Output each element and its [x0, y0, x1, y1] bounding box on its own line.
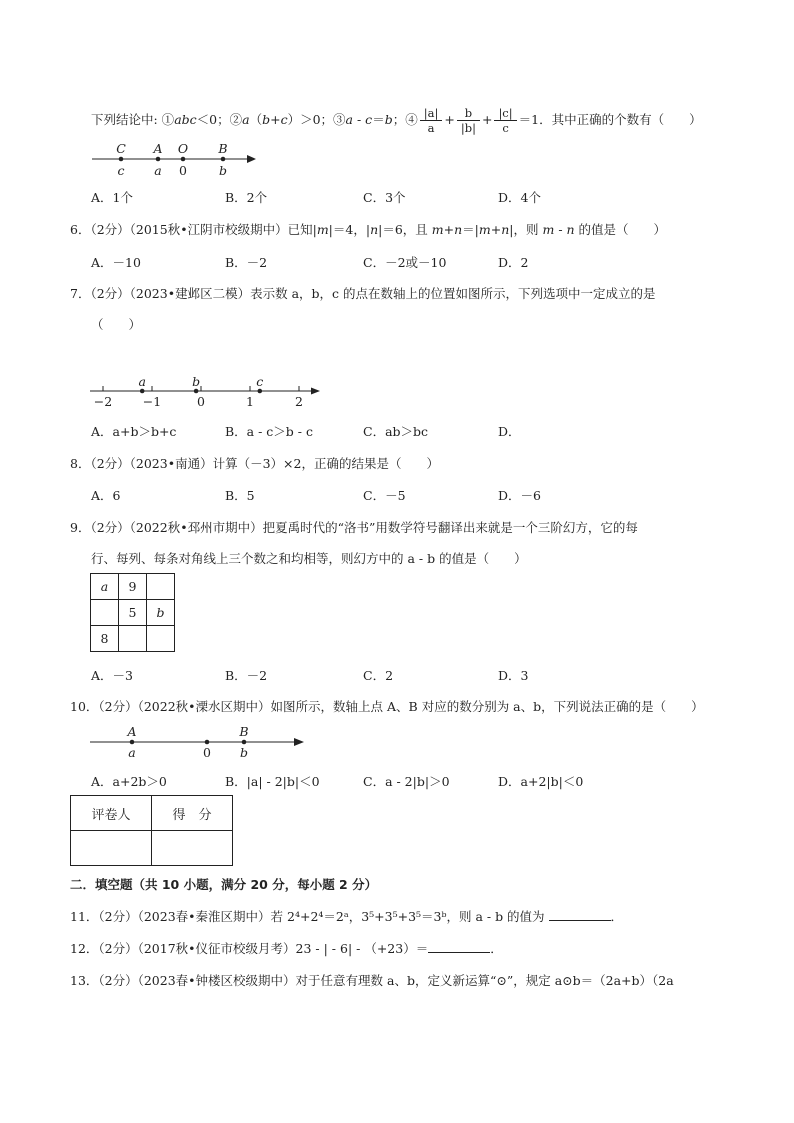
score-header: 得 分	[152, 796, 233, 831]
axis-arrow	[294, 738, 304, 746]
point-o	[181, 157, 186, 162]
score-table	[70, 795, 233, 866]
axis-arrow	[247, 155, 256, 163]
q10-option-b: B．|a| - 2|b|＜0	[225, 774, 320, 789]
label-upper-o: O	[177, 141, 189, 156]
label-lower-b: b	[239, 745, 249, 760]
fraction-abs-a-over-a: $\frac{|a|}{a}$	[420, 106, 443, 135]
tick-label: −1	[142, 394, 162, 409]
answer-blank	[549, 920, 611, 921]
point-a	[156, 157, 161, 162]
q5-number-line	[90, 140, 260, 180]
q9-stem-line1: 9．（2分）（2022秋•邳州市期中）把夏禹时代的“洛书”用数学符号翻译出来就是一个三阶幻方，它的每	[70, 520, 638, 535]
q12-stem: 12．（2分）（2017秋•仪征市校级月考）23 - | - 6| - （+23）＝ ．	[70, 941, 503, 956]
q10-option-c: C．a - 2|b|＞0	[363, 774, 450, 789]
label-lower-c: c	[117, 163, 125, 178]
grader-cell	[71, 831, 152, 866]
score-cell	[152, 831, 233, 866]
q7-option-c: C．ab＞bc	[363, 424, 429, 439]
point-a	[140, 389, 145, 394]
point-c	[119, 157, 124, 162]
label-lower-b: b	[218, 163, 228, 178]
q7-stem-line1: 7．（2分）（2023•建邺区二模）表示数 a，b，c 的点在数轴上的位置如图所示，下列选项中一定成立的是	[70, 286, 656, 301]
label-upper-b: B	[218, 141, 228, 156]
magic-square-row	[91, 574, 175, 600]
fraction-abs-c-over-c: $\frac{|c|}{c}$	[494, 106, 516, 135]
axis-arrow	[311, 388, 320, 395]
point-b	[194, 389, 199, 394]
point-label-c: c	[256, 374, 264, 389]
magic-square-cell: 9	[119, 574, 147, 600]
magic-square-cell: 8	[91, 626, 119, 652]
q9-option-d: D．3	[498, 668, 529, 683]
tick-label: 1	[246, 394, 254, 409]
tick-label: 0	[197, 394, 205, 409]
magic-square-cell	[147, 574, 175, 600]
score-table-header	[71, 796, 233, 831]
q8-option-b: B．5	[225, 488, 255, 503]
score-table-blank-row	[71, 831, 233, 866]
q8-option-d: D．－6	[498, 488, 541, 503]
q10-option-d: D．a+2|b|＜0	[498, 774, 584, 789]
magic-square	[90, 573, 175, 652]
section-heading: 二．填空题（共 10 小题，满分 20 分，每小题 2 分）	[70, 877, 378, 892]
magic-square-cell	[91, 600, 119, 626]
label-upper-a: A	[127, 724, 137, 739]
q5-option-d: D．4个	[498, 190, 541, 205]
q8-option-c: C．－5	[363, 488, 406, 503]
q7-option-d: D．	[498, 424, 521, 439]
label-lower-a: a	[154, 163, 162, 178]
label-lower-zero: 0	[179, 163, 187, 178]
q6-option-b: B．－2	[225, 255, 268, 270]
q6-option-d: D．2	[498, 255, 529, 270]
grader-header: 评卷人	[71, 796, 152, 831]
point-label-b: b	[192, 374, 201, 389]
q5-option-c: C．3个	[363, 190, 406, 205]
q5-stem: 下列结论中: ①abc＜0；②a（b+c）＞0；③a - c＝b；④ $\frac{|a|}{a}$ + $\frac{b}{|b|}$ + $\frac{|c|}{c}$ ＝1．其中正确的个数有（ ）	[91, 106, 702, 135]
q9-option-a: A．－3	[91, 668, 133, 683]
answer-blank	[428, 952, 490, 953]
magic-square-cell: a	[91, 574, 119, 600]
q6-stem: 6．（2分）（2015秋•江阴市校级期中）已知|m|＝4，|n|＝6，且 m+n＝|m+n|，则 m - n 的值是（ ）	[70, 222, 667, 237]
q5-option-a: A．1个	[91, 190, 133, 205]
q9-option-b: B．－2	[225, 668, 268, 683]
q5-option-b: B．2个	[225, 190, 268, 205]
magic-square-cell: 5	[119, 600, 147, 626]
q9-stem-line2: 行、每列、每条对角线上三个数之和均相等，则幻方中的 a - b 的值是（ ）	[91, 551, 527, 566]
magic-square-cell: b	[147, 600, 175, 626]
point-b	[221, 157, 226, 162]
q13-stem: 13．（2分）（2023春•钟楼区校级期中）对于任意有理数 a、b，定义新运算“⊙”，规定 a⊙b＝（2a+b）（2a	[70, 973, 674, 988]
q10-number-line	[88, 722, 313, 764]
label-upper-b: B	[239, 724, 249, 739]
fraction-b-over-abs-b: $\frac{b}{|b|}$	[457, 106, 480, 135]
magic-square-cell	[147, 626, 175, 652]
point-label-a: a	[138, 374, 146, 389]
q6-option-c: C．－2或－10	[363, 255, 447, 270]
q11-stem: 11．（2分）（2023春•秦淮区期中）若 2⁴+2⁴＝2ᵃ，3⁵+3⁵+3⁵＝3ᵇ，则 a - b 的值为 ．	[70, 909, 624, 924]
label-upper-c: C	[116, 141, 126, 156]
q9-option-c: C．2	[363, 668, 394, 683]
point-a	[130, 740, 135, 745]
label-upper-a: A	[153, 141, 163, 156]
tick-label: 2	[295, 394, 303, 409]
label-lower-a: a	[128, 745, 136, 760]
magic-square-cell	[119, 626, 147, 652]
q8-stem: 8．（2分）（2023•南通）计算（－3）×2，正确的结果是（ ）	[70, 456, 439, 471]
q7-number-line	[88, 370, 328, 412]
q10-stem: 10．（2分）（2022秋•溧水区期中）如图所示，数轴上点 A、B 对应的数分别为 a、b，下列说法正确的是（ ）	[70, 699, 704, 714]
magic-square-row	[91, 626, 175, 652]
point-o	[205, 740, 210, 745]
q10-option-a: A．a+2b＞0	[91, 774, 167, 789]
magic-square-row	[91, 600, 175, 626]
tick-label: −2	[93, 394, 113, 409]
point-b	[242, 740, 247, 745]
q6-option-a: A．－10	[91, 255, 141, 270]
q7-option-a: A．a+b＞b+c	[91, 424, 177, 439]
q7-option-b: B．a - c＞b - c	[225, 424, 313, 439]
q7-stem-line2: （ ）	[91, 317, 142, 332]
label-lower-zero: 0	[203, 745, 211, 760]
point-c	[258, 389, 263, 394]
q8-option-a: A．6	[91, 488, 121, 503]
